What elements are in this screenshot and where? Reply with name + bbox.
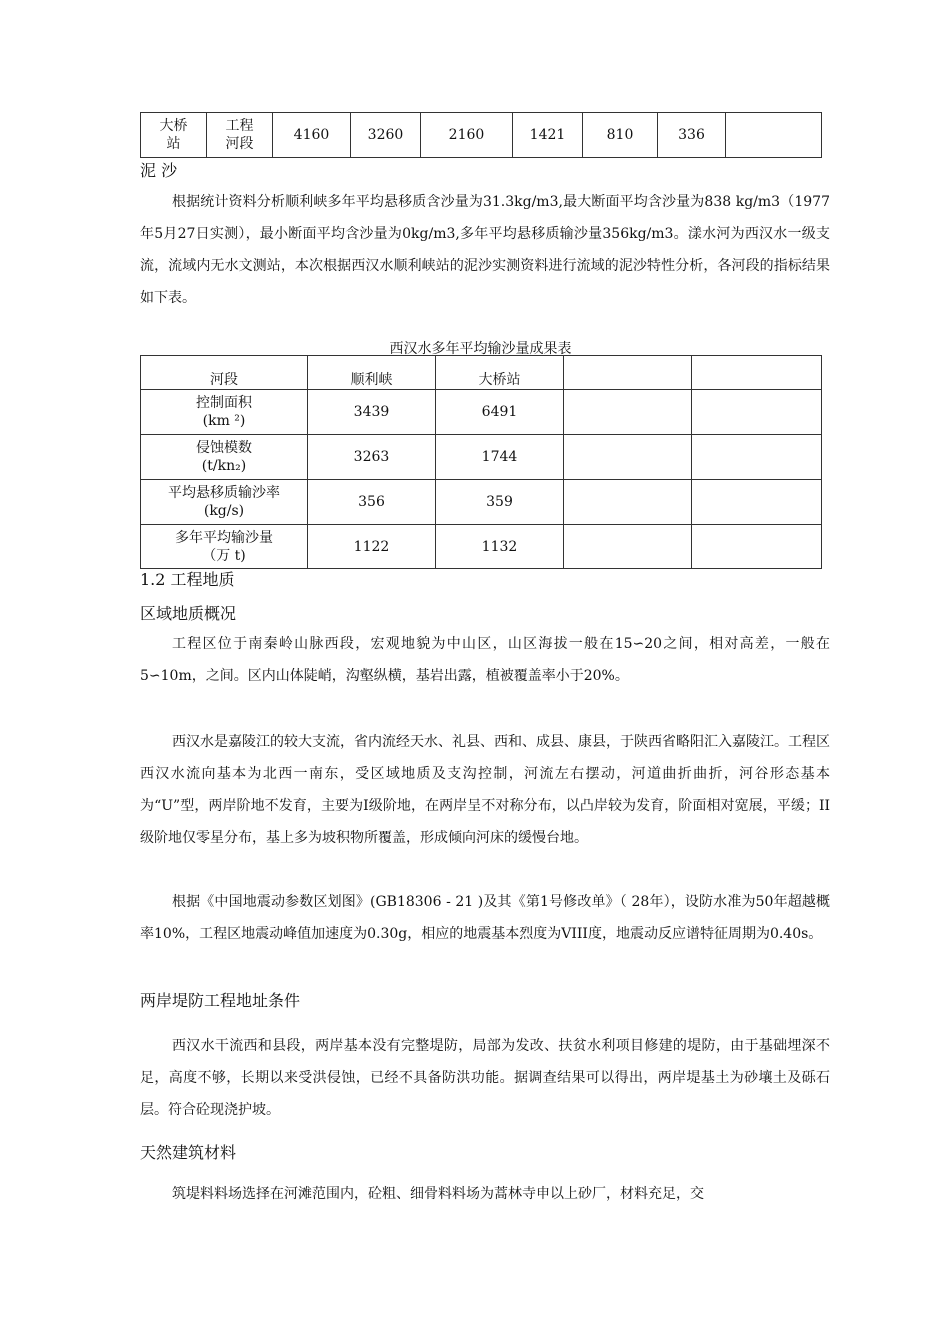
table-cell: 3439	[308, 390, 436, 435]
table-cell	[726, 113, 822, 158]
table-cell: 平均悬移质输沙率 (kg/s)	[141, 480, 308, 525]
table-cell	[692, 390, 822, 435]
table-cell	[692, 480, 822, 525]
table-header-cell: 大桥站	[436, 356, 564, 390]
table-header-cell	[692, 356, 822, 390]
table-cell: 3263	[308, 435, 436, 480]
sediment-paragraph: 根据统计资料分析顺利峡多年平均悬移质含沙量为31.3kg/m3,最大断面平均含沙量为838 kg/m3（1977年5月27日实测），最小断面平均含沙量为0kg/m3,多年平均悬移质输沙量356kg/m3。漾水河为西汉水一级支流，流域内无水文测站，本次根据西汉水顺利峡站的泥沙实测资料进行流域的泥沙特性分析，各河段的指标结果如下表。	[140, 194, 830, 306]
table-cell	[564, 525, 692, 569]
table-cell	[564, 480, 692, 525]
table-cell: 1421	[513, 113, 583, 158]
embankment-heading: 两岸堤防工程地址条件	[140, 991, 301, 1010]
table-caption: 西汉水多年平均输沙量成果表	[389, 341, 572, 357]
embankment-paragraph: 西汉水干流西和县段，两岸基本没有完整堤防，局部为发改、扶贫水利项目修建的堤防，由于基础埋深不足，高度不够，长期以来受洪侵蚀，已经不具备防洪功能。据调查结果可以得出，两岸堤基土为砂壤土及砾石层。符合砼现浇护坡。	[140, 1038, 830, 1118]
table-header-cell: 顺利峡	[308, 356, 436, 390]
table-cell	[564, 435, 692, 480]
table-cell: 控制面积 (km ²)	[141, 390, 308, 435]
table-row	[141, 390, 822, 435]
materials-heading: 天然建筑材料	[140, 1143, 237, 1162]
table-header-cell: 河段	[141, 356, 308, 390]
table-row	[141, 525, 822, 569]
regional-heading: 区域地质概况	[140, 604, 237, 623]
table-cell: 多年平均输沙量 （万 t)	[141, 525, 308, 569]
sediment-table	[140, 355, 822, 569]
table-cell	[692, 525, 822, 569]
table-cell: 359	[436, 480, 564, 525]
table-cell: 3260	[351, 113, 421, 158]
table-cell: 2160	[421, 113, 513, 158]
table-cell: 侵蚀模数 (t/kn₂)	[141, 435, 308, 480]
table-cell	[564, 390, 692, 435]
regional-paragraph-3: 根据《中国地震动参数区划图》(GB18306 - 21 )及其《第1号修改单》（ 28年），设防水准为50年超越概率10%，工程区地震动峰值加速度为0.30g，相应的地震基本烈度为VIII度，地震动反应谱特征周期为0.40s。	[140, 894, 830, 942]
table-row	[141, 480, 822, 525]
table-row	[141, 435, 822, 480]
table-header-row	[141, 356, 822, 390]
materials-paragraph: 筑堤料料场选择在河滩范围内，砼粗、细骨料料场为蒿林寺申以上砂厂，材料充足，交	[172, 1186, 704, 1202]
table-cell: 1122	[308, 525, 436, 569]
table-cell: 356	[308, 480, 436, 525]
table-row	[141, 113, 822, 158]
table-cell: 工程 河段	[207, 113, 273, 158]
hydrology-table-continuation	[140, 112, 822, 158]
sediment-heading: 泥 沙	[140, 161, 178, 180]
table-cell	[692, 435, 822, 480]
table-header-cell	[564, 356, 692, 390]
table-cell: 6491	[436, 390, 564, 435]
table-cell: 4160	[273, 113, 351, 158]
table-cell: 1744	[436, 435, 564, 480]
regional-paragraph-2: 西汉水是嘉陵江的较大支流，省内流经天水、礼县、西和、成县、康县，于陕西省略阳汇入嘉陵江。工程区西汉水流向基本为北西一南东，受区域地质及支沟控制，河流左右摆动，河道曲折曲折，河谷形态基本为“U”型，两岸阶地不发育，主要为I级阶地，在两岸呈不对称分布，以凸岸较为发育，阶面相对宽展，平缓；II级阶地仅零星分布，基上多为坡积物所覆盖，形成倾向河床的缓慢台地。	[140, 734, 830, 846]
regional-paragraph-1: 工程区位于南秦岭山脉西段，宏观地貌为中山区，山区海拔一般在15∽20之间，相对高差，一般在5∽10m，之间。区内山体陡峭，沟壑纵横，基岩出露，植被覆盖率小于20%。	[140, 636, 830, 684]
table-cell: 1132	[436, 525, 564, 569]
table-cell: 810	[583, 113, 658, 158]
section-title: 1.2 工程地质	[140, 570, 235, 589]
table-cell: 336	[658, 113, 726, 158]
table-cell: 大桥 站	[141, 113, 207, 158]
